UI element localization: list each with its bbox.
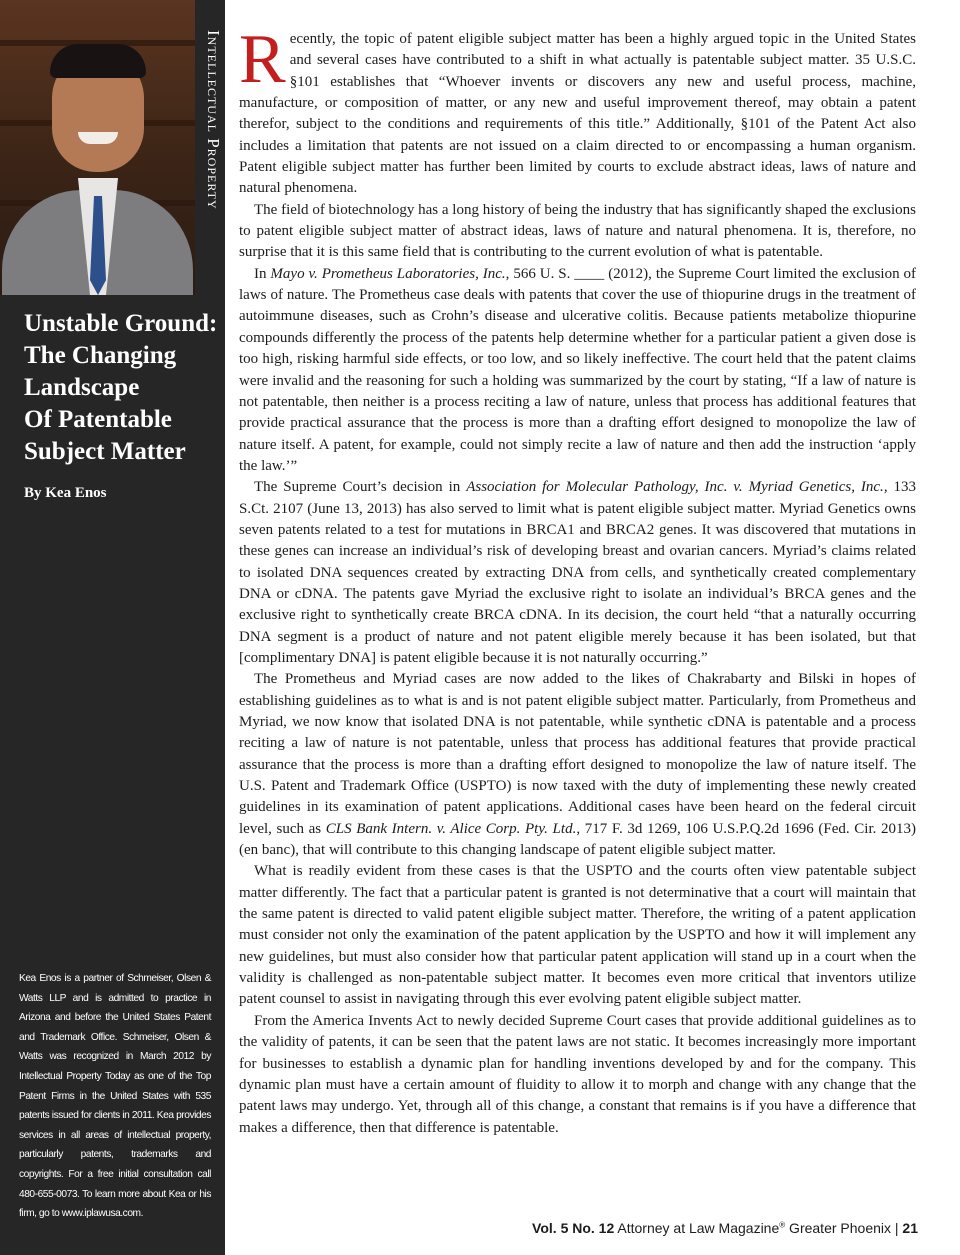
headline-line: The Changing xyxy=(24,342,177,369)
paragraph-text: , 717 F. 3d 1269, 106 U.S.P.Q.2d 1696 (Fed. Cir. 2013) (en banc), that will contribute to this changing landscape of patent eligible subject matter. xyxy=(239,820,916,859)
case-citation: Association for Molecular Pathology, Inc. v. Myriad Genetics, Inc. xyxy=(466,479,884,496)
sidebar xyxy=(0,0,225,1255)
author-photo xyxy=(0,0,195,295)
byline: By Kea Enos xyxy=(24,485,107,501)
article-body xyxy=(239,21,917,1139)
author-bio: Kea Enos is a partner of Schmeiser, Olsen & Watts LLP and is admitted to practice in Arizona and before the United States Patent and Trademark Office. Schmeiser, Olsen & Watts was recognized in March 2012 by Intellectual Property Today as one of the Top Patent Firms in the United States with 535 patents issued for clients in 2011. Kea provides services in all areas of intellectual property, particularly patents, trademarks and copyrights. For a free initial consultation call 480-655-0073. To learn more about Kea or his firm, go to www.iplawusa.com. xyxy=(19,973,211,1220)
registered-mark: ® xyxy=(779,1220,786,1230)
paragraph-text: ecently, the topic of patent eligible subject matter has been a highly argued topic in the United States and several cases have contributed to a shift in what actually is patentable subject matter. 35 U.S.C. §101 establishes that “Whoever invents or discovers any new and useful process, machine, manufacture, or composition of matter, or any new and useful improvement thereof, may obtain a patent therefor, subject to the conditions and requirements of this title.” Additionally, §101 of the Patent Act also includes a limitation that patents are not issued on a claim directed to or encompassing a human organism. Patent eligible subject matter has further been limited by courts to exclude abstract ideas, laws of nature and natural phenomena. xyxy=(239,31,916,197)
headline-line: Of Patentable xyxy=(24,406,172,433)
page-number: 21 xyxy=(902,1220,918,1236)
headline-line: Unstable Ground: xyxy=(24,310,218,337)
case-citation: Mayo v. Prometheus Laboratories, Inc. xyxy=(270,265,506,282)
paragraph-text: The Supreme Court’s decision in xyxy=(254,479,467,496)
case-citation: CLS Bank Intern. v. Alice Corp. Pty. Ltd. xyxy=(325,820,577,837)
paragraph-text: , 566 U. S. ____ (2012), the Supreme Court limited the exclusion of laws of nature. The Prometheus case deals with patents that cover the use of thiopurine drugs in the treatment of autoimmune diseases, such as Crohn’s disease and ulcerative colitis. Because patients metabolize thiopurine compounds differently the process of the patents help determine whether for a particular patient a given dose is too high, risking harmful side effects, or too low, and so likely ineffective. The court held that the patent claims were invalid and the reasoning for such a holding was summarized by the court by stating, “If a law of nature is not patentable, then neither is a process reciting a law of nature, unless that process has additional features that provide practical assurance that the process is more than a drafting effort designed to monopolize the law of nature itself. A patent, for example, could not simply recite a law of nature and then add the instruction ‘apply the law.’” xyxy=(239,265,916,474)
article-paragraph xyxy=(239,264,916,477)
drop-cap: R xyxy=(239,21,286,98)
page-footer xyxy=(532,1220,918,1236)
article-paragraph: From the America Invents Act to newly decided Supreme Court cases that provide additional guidelines as to the validity of patents, it can be seen that the patent laws are not static. It becomes increasingly more important for businesses to establish a dynamic plan for handling inventions developed by and for the company. This dynamic plan must have a certain amount of fluidity to allow it to morph and change with any change that the patent laws may undergo. Yet, through all of this change, a constant that remains is if you have a difference that makes a difference, then that difference is patentable. xyxy=(239,1012,916,1136)
paragraph-text: The Prometheus and Myriad cases are now added to the likes of Chakrabarty and Bilski in hopes of establishing guidelines as to what is and is not patent eligible subject matter. Particularly, from Prometheus and Myriad, we now know that isolated DNA is not patentable, while synthetic cDNA is patentable and a process reciting a law of nature is not patentable, unless that process has additional features that provide practical assurance that the process is more than a drafting effort designed to monopolize the law of nature itself. The U.S. Patent and Trademark Office (USPTO) is now taxed with the duty of implementing these newly created guidelines in its examination of patent applications. Additional cases have been heard on the federal circuit level, such as xyxy=(239,671,916,837)
article-paragraph: What is readily evident from these cases is that the USPTO and the courts often view patentable subject matter differently. The fact that a particular patent is granted is not determinative that a court will maintain that the same patent is directed to valid patent eligible subject matter. Therefore, the writing of a patent application must consider not only the examination of the patent application by the USPTO and how it will implement any new guidelines, but must also consider how that particular patent application will stand up in a court when the validity is challenged as non-patentable subject matter. It becomes even more critical that inventors utilize patent counsel to assist in navigating through this ever evolving patent eligible subject matter. xyxy=(239,863,916,1008)
issue-number: Vol. 5 No. 12 xyxy=(532,1220,615,1236)
article-paragraph xyxy=(239,21,916,200)
paragraph-text: , 133 S.Ct. 2107 (June 13, 2013) has also served to limit what is patent eligible subject matter. Myriad Genetics owns seven patents related to a test for mutations in BRCA1 and BRCA2 genes. It was discovered that mutations in these genes can increase an individual’s risk of developing breast and ovarian cancers. Myriad’s claims related to isolated DNA sequences created by extracting DNA from cells, and synthetically created complementary DNA or cDNA. The patents gave Myriad the exclusive right to isolate an individual’s BRCA genes and the exclusive right to synthetically create BRCA cDNA. In its decision, the court held “that a naturally occurring DNA segment is a product of nature and not patent eligible merely because it has been isolated, but that [complimentary DNA] is patent eligible because it is not naturally occurring.” xyxy=(239,479,917,666)
section-label: Intellectual Property xyxy=(204,30,223,210)
edition-name: Greater Phoenix | xyxy=(785,1220,903,1236)
magazine-name: Attorney at Law Magazine xyxy=(614,1220,780,1236)
headline-line: Subject Matter xyxy=(24,438,186,465)
paragraph-text: In xyxy=(254,265,271,282)
article-paragraph: The field of biotechnology has a long history of being the industry that has significantly shaped the exclusions to patent eligible subject matter of abstract ideas, laws of nature and natural phenomena. It is, therefore, no surprise that it is this same field that is contributing to the current evolution of what is patentable. xyxy=(239,201,916,261)
article-headline xyxy=(24,308,219,468)
article-paragraph xyxy=(239,669,916,861)
headline-line: Landscape xyxy=(24,374,140,401)
article-paragraph xyxy=(239,477,916,669)
